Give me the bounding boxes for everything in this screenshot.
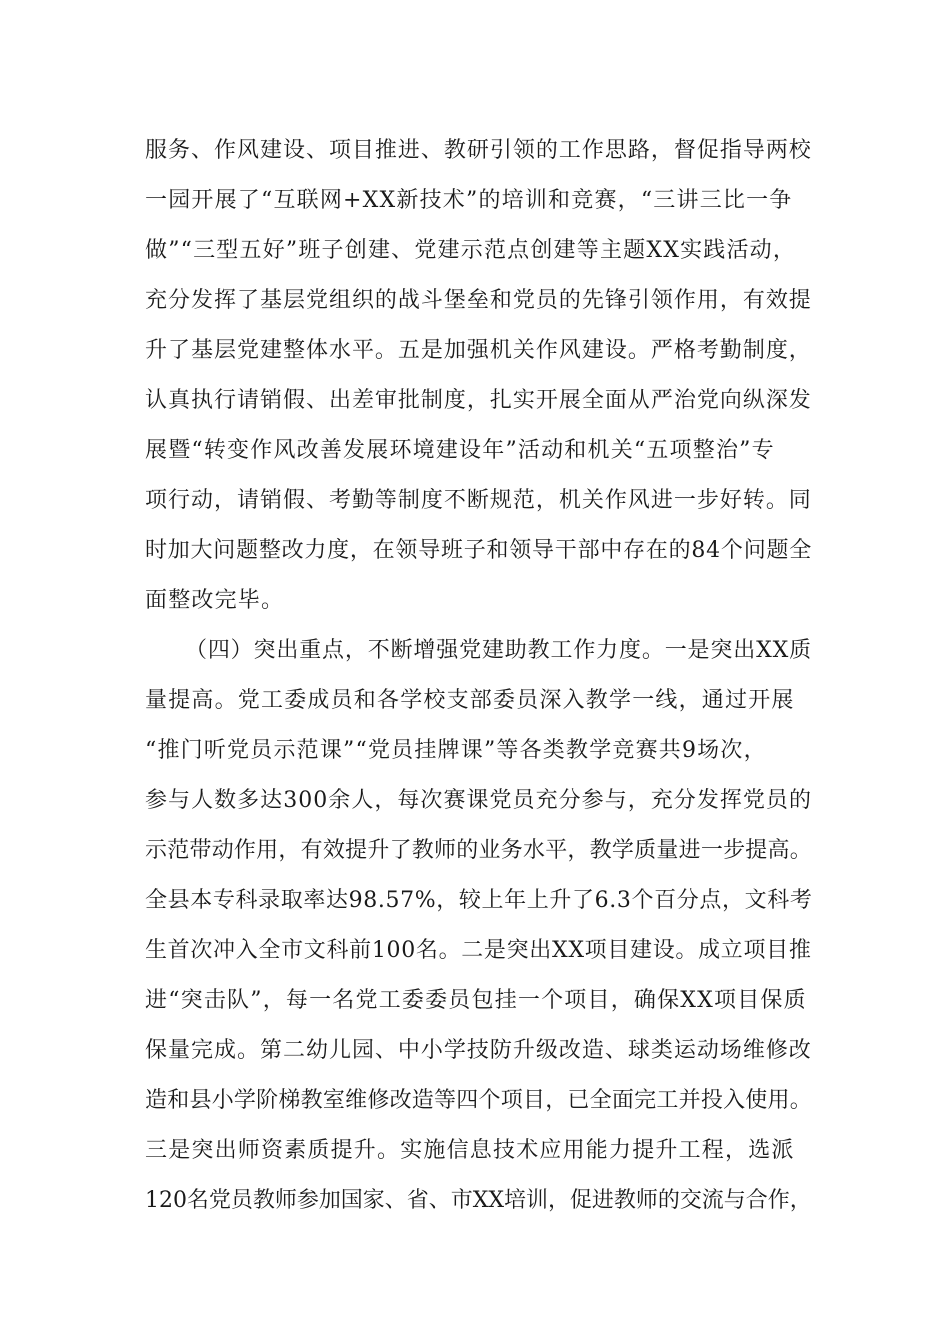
text-line: 认真执行请销假、出差审批制度，扎实开展全面从严治党向纵深发 — [145, 388, 812, 413]
text-line: 三是突出师资素质提升。实施信息技术应用能力提升工程，选派 — [145, 1138, 795, 1163]
paragraph-first-line: （四）突出重点，不断增强党建助教工作力度。一是突出XX质 — [185, 638, 812, 663]
text-line: 示范带动作用，有效提升了教师的业务水平，教学质量进一步提高。 — [145, 838, 813, 863]
text-line: 充分发挥了基层党组织的战斗堡垒和党员的先锋引领作用，有效提 — [145, 288, 812, 313]
text-line: 面整改完毕。 — [145, 588, 285, 613]
text-line: 生首次冲入全市文科前100名。二是突出XX项目建设。成立项目推 — [145, 938, 812, 963]
text-line: 项行动，请销假、考勤等制度不断规范，机关作风进一步好转。同 — [145, 488, 812, 513]
text-line: 一园开展了“互联网+XX新技术”的培训和竞赛，“三讲三比一争 — [145, 188, 793, 213]
text-line: 展暨“转变作风改善发展环境建设年”活动和机关“五项整治”专 — [145, 438, 775, 463]
text-line: 造和县小学阶梯教室维修改造等四个项目，已全面完工并投入使用。 — [145, 1088, 813, 1113]
text-line: 服务、作风建设、项目推进、教研引领的工作思路，督促指导两校 — [145, 138, 812, 163]
text-line: “推门听党员示范课”“党员挂牌课”等各类教学竞赛共9场次， — [145, 738, 767, 763]
text-line: 进“突击队”，每一名党工委委员包挂一个项目，确保XX项目保质 — [145, 988, 807, 1013]
text-line: 量提高。党工委成员和各学校支部委员深入教学一线，通过开展 — [145, 688, 795, 713]
text-line: 全县本专科录取率达98.57%，较上年上升了6.3个百分点，文科考 — [145, 888, 813, 913]
text-line: 时加大问题整改力度，在领导班子和领导干部中存在的84个问题全 — [145, 538, 812, 563]
text-line: 120名党员教师参加国家、省、市XX培训，促进教师的交流与合作， — [145, 1188, 812, 1213]
text-line: 参与人数多达300余人，每次赛课党员充分参与，充分发挥党员的 — [145, 788, 812, 813]
text-line: 升了基层党建整体水平。五是加强机关作风建设。严格考勤制度， — [145, 338, 812, 363]
text-line: 保量完成。第二幼儿园、中小学技防升级改造、球类运动场维修改 — [145, 1038, 812, 1063]
text-line: 做”“三型五好”班子创建、党建示范点创建等主题XX实践活动， — [145, 238, 797, 263]
